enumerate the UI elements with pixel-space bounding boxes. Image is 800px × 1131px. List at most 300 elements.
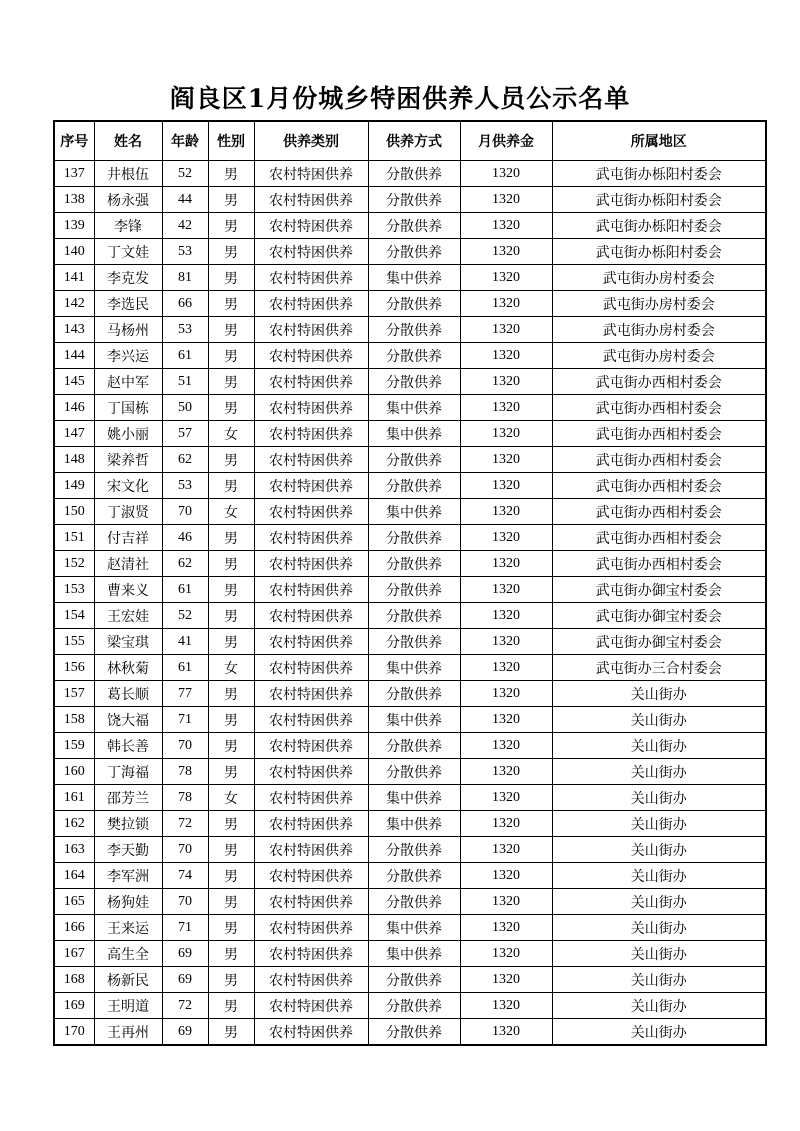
cell-region: 武屯街办西相村委会	[552, 551, 766, 577]
cell-support-method: 分散供养	[368, 889, 460, 915]
cell-name: 宋文化	[94, 473, 162, 499]
cell-support-category: 农村特困供养	[254, 759, 368, 785]
table-row	[54, 1019, 766, 1046]
cell-support-category: 农村特困供养	[254, 369, 368, 395]
cell-support-method: 分散供养	[368, 213, 460, 239]
cell-name: 丁文娃	[94, 239, 162, 265]
cell-age: 50	[162, 395, 208, 421]
cell-region: 武屯街办西相村委会	[552, 473, 766, 499]
table-row	[54, 837, 766, 863]
cell-support-method: 分散供养	[368, 187, 460, 213]
cell-gender: 男	[208, 525, 254, 551]
cell-region: 武屯街办栎阳村委会	[552, 161, 766, 187]
cell-region: 武屯街办西相村委会	[552, 421, 766, 447]
cell-name: 李选民	[94, 291, 162, 317]
cell-support-category: 农村特困供养	[254, 187, 368, 213]
cell-monthly-allowance: 1320	[460, 759, 552, 785]
cell-seq: 169	[54, 993, 94, 1019]
cell-name: 丁国栋	[94, 395, 162, 421]
cell-support-method: 集中供养	[368, 785, 460, 811]
table-row	[54, 941, 766, 967]
cell-name: 马杨州	[94, 317, 162, 343]
cell-gender: 男	[208, 707, 254, 733]
table-row	[54, 213, 766, 239]
cell-monthly-allowance: 1320	[460, 993, 552, 1019]
cell-region: 武屯街办房村委会	[552, 265, 766, 291]
cell-gender: 男	[208, 161, 254, 187]
cell-region: 关山街办	[552, 941, 766, 967]
cell-support-category: 农村特困供养	[254, 421, 368, 447]
cell-monthly-allowance: 1320	[460, 733, 552, 759]
cell-support-category: 农村特困供养	[254, 317, 368, 343]
cell-support-category: 农村特困供养	[254, 603, 368, 629]
cell-support-category: 农村特困供养	[254, 551, 368, 577]
cell-support-method: 集中供养	[368, 421, 460, 447]
cell-age: 51	[162, 369, 208, 395]
cell-support-category: 农村特困供养	[254, 1019, 368, 1046]
cell-region: 关山街办	[552, 811, 766, 837]
cell-age: 44	[162, 187, 208, 213]
cell-support-category: 农村特困供养	[254, 837, 368, 863]
table-row	[54, 733, 766, 759]
table-row	[54, 967, 766, 993]
cell-support-method: 集中供养	[368, 811, 460, 837]
header-name: 姓名	[94, 121, 162, 161]
cell-support-category: 农村特困供养	[254, 863, 368, 889]
header-support-method: 供养方式	[368, 121, 460, 161]
cell-name: 李克发	[94, 265, 162, 291]
cell-seq: 158	[54, 707, 94, 733]
table-row	[54, 395, 766, 421]
cell-gender: 男	[208, 395, 254, 421]
cell-support-category: 农村特困供养	[254, 161, 368, 187]
cell-name: 丁海福	[94, 759, 162, 785]
cell-name: 林秋菊	[94, 655, 162, 681]
table-row	[54, 993, 766, 1019]
cell-name: 曹来义	[94, 577, 162, 603]
cell-gender: 男	[208, 1019, 254, 1046]
cell-name: 杨狗娃	[94, 889, 162, 915]
cell-support-method: 分散供养	[368, 1019, 460, 1046]
cell-seq: 152	[54, 551, 94, 577]
roster-table	[53, 120, 767, 1046]
cell-monthly-allowance: 1320	[460, 421, 552, 447]
cell-name: 赵清社	[94, 551, 162, 577]
cell-name: 梁养哲	[94, 447, 162, 473]
cell-support-category: 农村特困供养	[254, 239, 368, 265]
cell-seq: 150	[54, 499, 94, 525]
header-monthly-allowance: 月供养金	[460, 121, 552, 161]
cell-age: 71	[162, 707, 208, 733]
cell-age: 74	[162, 863, 208, 889]
cell-name: 李锋	[94, 213, 162, 239]
cell-support-method: 集中供养	[368, 499, 460, 525]
table-row	[54, 655, 766, 681]
cell-monthly-allowance: 1320	[460, 447, 552, 473]
cell-gender: 男	[208, 733, 254, 759]
cell-name: 王来运	[94, 915, 162, 941]
cell-region: 武屯街办房村委会	[552, 291, 766, 317]
cell-region: 武屯街办御宝村委会	[552, 629, 766, 655]
cell-support-category: 农村特困供养	[254, 967, 368, 993]
cell-name: 赵中军	[94, 369, 162, 395]
cell-monthly-allowance: 1320	[460, 889, 552, 915]
cell-gender: 男	[208, 863, 254, 889]
cell-region: 武屯街办栎阳村委会	[552, 213, 766, 239]
cell-seq: 148	[54, 447, 94, 473]
cell-seq: 160	[54, 759, 94, 785]
cell-region: 关山街办	[552, 837, 766, 863]
cell-support-category: 农村特困供养	[254, 213, 368, 239]
cell-age: 57	[162, 421, 208, 447]
cell-support-category: 农村特困供养	[254, 733, 368, 759]
cell-name: 王再州	[94, 1019, 162, 1046]
cell-monthly-allowance: 1320	[460, 681, 552, 707]
cell-monthly-allowance: 1320	[460, 187, 552, 213]
cell-gender: 男	[208, 941, 254, 967]
cell-support-method: 集中供养	[368, 707, 460, 733]
cell-age: 69	[162, 967, 208, 993]
cell-age: 70	[162, 889, 208, 915]
cell-seq: 161	[54, 785, 94, 811]
cell-age: 42	[162, 213, 208, 239]
cell-seq: 143	[54, 317, 94, 343]
table-row	[54, 239, 766, 265]
cell-name: 姚小丽	[94, 421, 162, 447]
cell-region: 武屯街办西相村委会	[552, 525, 766, 551]
header-age: 年龄	[162, 121, 208, 161]
cell-monthly-allowance: 1320	[460, 499, 552, 525]
cell-support-method: 集中供养	[368, 265, 460, 291]
cell-region: 武屯街办栎阳村委会	[552, 239, 766, 265]
cell-support-category: 农村特困供养	[254, 395, 368, 421]
cell-seq: 156	[54, 655, 94, 681]
cell-support-method: 分散供养	[368, 473, 460, 499]
cell-age: 52	[162, 603, 208, 629]
table-row	[54, 811, 766, 837]
cell-support-category: 农村特困供养	[254, 915, 368, 941]
cell-support-category: 农村特困供养	[254, 525, 368, 551]
cell-gender: 男	[208, 811, 254, 837]
cell-seq: 140	[54, 239, 94, 265]
cell-gender: 男	[208, 473, 254, 499]
cell-name: 丁淑贤	[94, 499, 162, 525]
cell-gender: 男	[208, 915, 254, 941]
cell-support-category: 农村特困供养	[254, 629, 368, 655]
cell-region: 关山街办	[552, 733, 766, 759]
cell-support-category: 农村特困供养	[254, 785, 368, 811]
cell-monthly-allowance: 1320	[460, 863, 552, 889]
cell-region: 武屯街办房村委会	[552, 343, 766, 369]
cell-monthly-allowance: 1320	[460, 239, 552, 265]
cell-support-method: 分散供养	[368, 343, 460, 369]
table-row	[54, 577, 766, 603]
cell-support-method: 分散供养	[368, 863, 460, 889]
cell-support-method: 集中供养	[368, 395, 460, 421]
table-row	[54, 889, 766, 915]
cell-region: 关山街办	[552, 889, 766, 915]
table-row	[54, 525, 766, 551]
cell-region: 武屯街办西相村委会	[552, 369, 766, 395]
cell-gender: 男	[208, 213, 254, 239]
cell-age: 61	[162, 577, 208, 603]
cell-age: 69	[162, 1019, 208, 1046]
cell-gender: 男	[208, 759, 254, 785]
cell-region: 武屯街办栎阳村委会	[552, 187, 766, 213]
cell-age: 72	[162, 811, 208, 837]
table-row	[54, 265, 766, 291]
table-row	[54, 915, 766, 941]
table-row	[54, 369, 766, 395]
cell-age: 78	[162, 759, 208, 785]
cell-seq: 157	[54, 681, 94, 707]
cell-name: 王宏娃	[94, 603, 162, 629]
table-row	[54, 343, 766, 369]
table-row	[54, 499, 766, 525]
cell-age: 62	[162, 551, 208, 577]
table-row	[54, 317, 766, 343]
cell-support-method: 集中供养	[368, 915, 460, 941]
cell-age: 81	[162, 265, 208, 291]
cell-name: 韩长善	[94, 733, 162, 759]
cell-support-category: 农村特困供养	[254, 473, 368, 499]
cell-support-method: 分散供养	[368, 993, 460, 1019]
cell-monthly-allowance: 1320	[460, 525, 552, 551]
cell-gender: 男	[208, 317, 254, 343]
cell-region: 武屯街办西相村委会	[552, 447, 766, 473]
cell-monthly-allowance: 1320	[460, 265, 552, 291]
cell-seq: 163	[54, 837, 94, 863]
cell-support-method: 分散供养	[368, 603, 460, 629]
cell-support-category: 农村特困供养	[254, 265, 368, 291]
cell-monthly-allowance: 1320	[460, 577, 552, 603]
table-row	[54, 473, 766, 499]
cell-seq: 159	[54, 733, 94, 759]
cell-region: 武屯街办御宝村委会	[552, 603, 766, 629]
cell-seq: 153	[54, 577, 94, 603]
cell-support-method: 分散供养	[368, 629, 460, 655]
cell-monthly-allowance: 1320	[460, 629, 552, 655]
table-row	[54, 759, 766, 785]
cell-seq: 167	[54, 941, 94, 967]
cell-gender: 男	[208, 889, 254, 915]
table-row	[54, 447, 766, 473]
cell-seq: 168	[54, 967, 94, 993]
cell-seq: 145	[54, 369, 94, 395]
table-row	[54, 629, 766, 655]
cell-support-category: 农村特困供养	[254, 941, 368, 967]
table-row	[54, 603, 766, 629]
cell-support-category: 农村特困供养	[254, 447, 368, 473]
table-row	[54, 187, 766, 213]
cell-support-method: 集中供养	[368, 655, 460, 681]
cell-region: 关山街办	[552, 759, 766, 785]
cell-monthly-allowance: 1320	[460, 915, 552, 941]
cell-age: 72	[162, 993, 208, 1019]
cell-seq: 154	[54, 603, 94, 629]
cell-name: 杨永强	[94, 187, 162, 213]
cell-region: 武屯街办西相村委会	[552, 395, 766, 421]
cell-monthly-allowance: 1320	[460, 707, 552, 733]
cell-age: 78	[162, 785, 208, 811]
cell-region: 关山街办	[552, 915, 766, 941]
cell-gender: 女	[208, 499, 254, 525]
cell-support-method: 分散供养	[368, 239, 460, 265]
cell-name: 付吉祥	[94, 525, 162, 551]
cell-gender: 女	[208, 655, 254, 681]
cell-gender: 男	[208, 967, 254, 993]
cell-monthly-allowance: 1320	[460, 369, 552, 395]
cell-age: 53	[162, 317, 208, 343]
table-row	[54, 421, 766, 447]
table-row	[54, 785, 766, 811]
cell-seq: 165	[54, 889, 94, 915]
cell-support-category: 农村特困供养	[254, 343, 368, 369]
cell-monthly-allowance: 1320	[460, 811, 552, 837]
cell-support-category: 农村特困供养	[254, 993, 368, 1019]
cell-seq: 170	[54, 1019, 94, 1046]
cell-support-category: 农村特困供养	[254, 889, 368, 915]
cell-support-category: 农村特困供养	[254, 811, 368, 837]
cell-age: 66	[162, 291, 208, 317]
cell-name: 高生全	[94, 941, 162, 967]
cell-name: 李兴运	[94, 343, 162, 369]
cell-monthly-allowance: 1320	[460, 655, 552, 681]
table-row	[54, 681, 766, 707]
cell-support-method: 分散供养	[368, 733, 460, 759]
table-row	[54, 707, 766, 733]
cell-support-category: 农村特困供养	[254, 577, 368, 603]
cell-seq: 142	[54, 291, 94, 317]
cell-age: 70	[162, 733, 208, 759]
cell-support-method: 分散供养	[368, 369, 460, 395]
cell-name: 葛长顺	[94, 681, 162, 707]
cell-name: 杨新民	[94, 967, 162, 993]
cell-support-method: 分散供养	[368, 447, 460, 473]
cell-gender: 男	[208, 447, 254, 473]
cell-monthly-allowance: 1320	[460, 837, 552, 863]
cell-region: 武屯街办西相村委会	[552, 499, 766, 525]
cell-support-method: 分散供养	[368, 681, 460, 707]
cell-name: 井根伍	[94, 161, 162, 187]
cell-support-category: 农村特困供养	[254, 499, 368, 525]
cell-name: 邵芳兰	[94, 785, 162, 811]
cell-region: 关山街办	[552, 863, 766, 889]
cell-name: 李军洲	[94, 863, 162, 889]
cell-gender: 男	[208, 369, 254, 395]
cell-age: 61	[162, 655, 208, 681]
cell-name: 王明道	[94, 993, 162, 1019]
header-seq: 序号	[54, 121, 94, 161]
cell-gender: 男	[208, 577, 254, 603]
cell-region: 武屯街办三合村委会	[552, 655, 766, 681]
cell-region: 武屯街办房村委会	[552, 317, 766, 343]
cell-support-method: 分散供养	[368, 161, 460, 187]
cell-seq: 144	[54, 343, 94, 369]
cell-seq: 141	[54, 265, 94, 291]
cell-monthly-allowance: 1320	[460, 941, 552, 967]
cell-region: 武屯街办御宝村委会	[552, 577, 766, 603]
cell-monthly-allowance: 1320	[460, 291, 552, 317]
cell-monthly-allowance: 1320	[460, 161, 552, 187]
cell-monthly-allowance: 1320	[460, 785, 552, 811]
cell-region: 关山街办	[552, 1019, 766, 1046]
cell-support-method: 分散供养	[368, 577, 460, 603]
cell-gender: 女	[208, 421, 254, 447]
cell-monthly-allowance: 1320	[460, 551, 552, 577]
cell-name: 樊拉锁	[94, 811, 162, 837]
cell-seq: 149	[54, 473, 94, 499]
cell-monthly-allowance: 1320	[460, 473, 552, 499]
cell-region: 关山街办	[552, 707, 766, 733]
cell-gender: 女	[208, 785, 254, 811]
cell-support-method: 集中供养	[368, 941, 460, 967]
cell-age: 53	[162, 473, 208, 499]
cell-age: 77	[162, 681, 208, 707]
cell-gender: 男	[208, 681, 254, 707]
table-row	[54, 863, 766, 889]
cell-name: 梁宝琪	[94, 629, 162, 655]
cell-age: 46	[162, 525, 208, 551]
cell-monthly-allowance: 1320	[460, 603, 552, 629]
header-gender: 性别	[208, 121, 254, 161]
cell-monthly-allowance: 1320	[460, 1019, 552, 1046]
page-title: 阎良区1月份城乡特困供养人员公示名单	[169, 84, 631, 113]
cell-seq: 155	[54, 629, 94, 655]
cell-age: 70	[162, 499, 208, 525]
table-row	[54, 291, 766, 317]
cell-support-method: 分散供养	[368, 759, 460, 785]
cell-region: 关山街办	[552, 785, 766, 811]
cell-region: 关山街办	[552, 967, 766, 993]
cell-seq: 138	[54, 187, 94, 213]
cell-monthly-allowance: 1320	[460, 213, 552, 239]
cell-age: 62	[162, 447, 208, 473]
cell-name: 李天勤	[94, 837, 162, 863]
cell-gender: 男	[208, 343, 254, 369]
cell-seq: 139	[54, 213, 94, 239]
cell-seq: 162	[54, 811, 94, 837]
cell-monthly-allowance: 1320	[460, 317, 552, 343]
table-row	[54, 551, 766, 577]
cell-support-category: 农村特困供养	[254, 291, 368, 317]
cell-seq: 146	[54, 395, 94, 421]
cell-age: 53	[162, 239, 208, 265]
cell-monthly-allowance: 1320	[460, 967, 552, 993]
cell-gender: 男	[208, 239, 254, 265]
cell-age: 52	[162, 161, 208, 187]
cell-gender: 男	[208, 837, 254, 863]
cell-support-method: 分散供养	[368, 525, 460, 551]
cell-seq: 151	[54, 525, 94, 551]
cell-gender: 男	[208, 603, 254, 629]
cell-age: 71	[162, 915, 208, 941]
cell-seq: 164	[54, 863, 94, 889]
cell-support-category: 农村特困供养	[254, 707, 368, 733]
cell-gender: 男	[208, 551, 254, 577]
cell-region: 关山街办	[552, 993, 766, 1019]
cell-gender: 男	[208, 291, 254, 317]
cell-support-method: 分散供养	[368, 837, 460, 863]
cell-age: 69	[162, 941, 208, 967]
cell-gender: 男	[208, 629, 254, 655]
header-support-category: 供养类别	[254, 121, 368, 161]
cell-support-method: 分散供养	[368, 317, 460, 343]
cell-support-method: 分散供养	[368, 291, 460, 317]
cell-age: 70	[162, 837, 208, 863]
header-region: 所属地区	[552, 121, 766, 161]
cell-support-category: 农村特困供养	[254, 655, 368, 681]
